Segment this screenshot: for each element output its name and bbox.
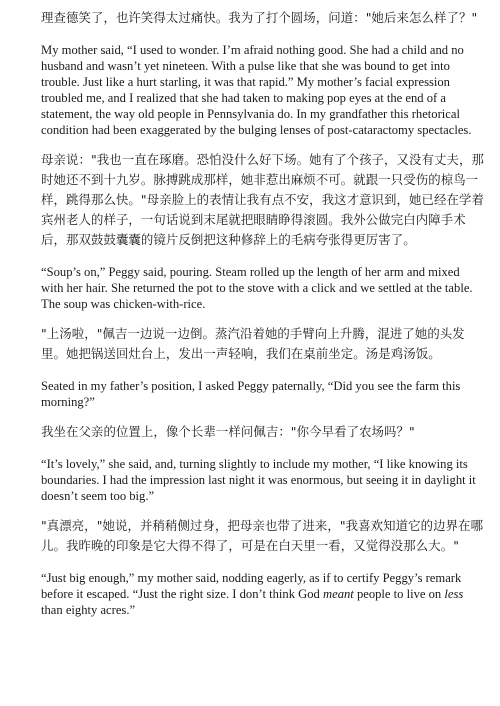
paragraph-zh-2: 母亲说："我也一直在琢磨。恐怕没什么好下场。她有了个孩子，又没有丈夫，那时她还不到十九岁。脉搏跳成那样，她非惹出麻烦不可。就跟一只受伤的椋鸟一样，跳得那么快。"母亲脸上的表情让我有点不安，我这才意识到，她已经在学着宾州老人的样子，一句话说到末尾就把眼睛睁得滚圆。我外公做完白内障手术后，那双鼓鼓囊囊的镜片反倒把这种修辞上的毛病夸张得更厉害了。 xyxy=(41,152,484,247)
text-run: “Just big enough,” my mother said, nodding eagerly, as if to certify Peggy’s remark before it escaped. “Just the right size. I don’t think God xyxy=(41,571,462,601)
paragraph-en-1: My mother said, “I used to wonder. I’m afraid nothing good. She had a child and no husband and wasn’t yet nineteen. With a pulse like that she was bound to get into trouble. Just like a hurt starling, it was that rapid.” My mother’s facial expression troubled me, and I realized that she had taken to making pop eyes at the end of a statement, the way old people in Pennsylvania do. In my grandfather this rhetorical condition had been exaggerated by the bulging lenses of post-cataractomy spectacles. xyxy=(41,43,472,137)
text-run: than eighty acres.” xyxy=(41,603,136,617)
paragraph-en-5 xyxy=(41,570,484,618)
emphasis-less: less xyxy=(444,587,464,601)
emphasis-meant: meant xyxy=(323,587,354,601)
paragraph-zh-1: 理查德笑了，也许笑得太过痛快。我为了打个圆场，问道："她后来怎么样了？" xyxy=(41,10,478,25)
paragraph-en-3: Seated in my father’s position, I asked Peggy paternally, “Did you see the farm this morning?” xyxy=(41,379,461,409)
paragraph-en-2: “Soup’s on,” Peggy said, pouring. Steam rolled up the length of her arm and mixed with her hair. She returned the pot to the stove with a click and we settled at the table. The soup was chicken-with-rice. xyxy=(41,265,473,311)
paragraph-zh-5: "真漂亮，"她说，并稍稍侧过身，把母亲也带了进来，"我喜欢知道它的边界在哪儿。我昨晚的印象是它大得不得了，可是在白天里一看，又觉得没那么大。" xyxy=(41,518,484,553)
paragraph-zh-4: 我坐在父亲的位置上，像个长辈一样问佩吉："你今早看了农场吗？" xyxy=(41,424,415,439)
text-run: people to live on xyxy=(353,587,445,601)
paragraph-en-4: “It’s lovely,” she said, and, turning slightly to include my mother, “I like knowing its boundaries. I had the impression last night it was enormous, but seeing it in daylight it doesn’t seem too big.” xyxy=(41,457,476,503)
paragraph-zh-3: "上汤啦，"佩吉一边说一边倒。蒸汽沿着她的手臂向上升腾，混进了她的头发里。她把锅送回灶台上，发出一声轻响，我们在桌前坐定。汤是鸡汤饭。 xyxy=(41,326,465,361)
